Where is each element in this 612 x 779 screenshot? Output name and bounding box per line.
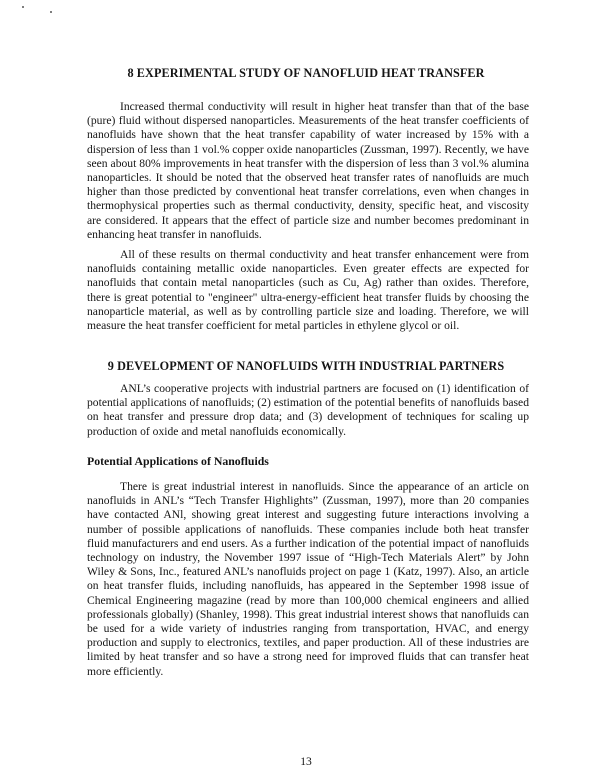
section-9-paragraph-2 [87,480,529,679]
section-9-paragraph-1 [87,382,529,439]
section-8-paragraph-1 [87,100,529,242]
section-9-paragraph-2-text: There is great industrial interest in nanofluids. Since the appearance of an article on nanofluids in ANL’s “Tech Transfer Highlights” (Zussman, 1997), more than 20 companies have contacted ANl, showing great interest and suggesting future interactions involving a number of possible applications of nanofluids. These companies include both heat transfer fluid manufacturers and end users. As a further indication of the potential impact of nanofluids technology on industry, the November 1997 issue of “High-Tech Materials Alert” by John Wiley & Sons, Inc., featured ANL’s nanofluids project on page 1 (Katz, 1997). Also, an article on heat transfer fluids, including nanofluids, has appeared in the September 1998 issue of Chemical Engineering magazine (read by more than 100,000 chemical engineers and allied professionals globally) (Shanley, 1998). This great industrial interest shows that nanofluids can be used for a wide variety of industries ranging from transportation, HVAC, and energy production and supply to electronics, textiles, and paper production. All of these industries are limited by heat transfer and so have a strong need for improved fluids that can transfer heat more efficiently. [87,480,529,678]
scan-speck [22,6,24,8]
page-number: 13 [300,755,312,768]
section-9-heading: 9 DEVELOPMENT OF NANOFLUIDS WITH INDUSTRIAL PARTNERS [107,359,505,373]
section-8-paragraph-2 [87,248,529,333]
section-8-paragraph-2-text: All of these results on thermal conductivity and heat transfer enhancement were from nanofluids containing metallic oxide nanoparticles. Even greater effects are expected for nanofluids that contain metal nanoparticles (such as Cu, Ag) rather than oxides. Therefore, there is great potential to "engineer" ultra-energy-efficient heat transfer fluids by choosing the nanoparticle material, as well as by controlling particle size and loading. Therefore, we will measure the heat transfer coefficient for metal particles in ethylene glycol or oil. [87,248,529,333]
section-8-paragraph-1-text: Increased thermal conductivity will result in higher heat transfer than that of the base (pure) fluid without dispersed nanoparticles. Measurements of the heat transfer coefficients of nanofluids have shown that the heat transfer capability of water increased by 15% with a dispersion of less than 1 vol.% copper oxide nanoparticles (Zussman, 1997). Recently, we have seen about 80% improvements in heat transfer with the dispersion of less than 3 vol.% alumina nanoparticles. It should be noted that the observed heat transfer rates of nanofluids are much higher than those predicted by conventional heat transfer correlations, even when changes in thermophysical properties such as thermal conductivity, density, specific heat, and viscosity are considered. It appears that the effect of particle size and number becomes predominant in enhancing heat transfer in nanofluids. [87,100,529,241]
section-9-paragraph-1-text: ANL’s cooperative projects with industrial partners are focused on (1) identification of potential applications of nanofluids; (2) estimation of the potential benefits of nanofluids based on heat transfer and pressure drop data; and (3) development of techniques for scaling up production of oxide and metal nanofluids economically. [87,382,529,438]
section-8-heading: 8 EXPERIMENTAL STUDY OF NANOFLUID HEAT TRANSFER [127,66,485,80]
scan-speck [50,11,52,13]
potential-applications-subheading: Potential Applications of Nanofluids [87,454,269,468]
